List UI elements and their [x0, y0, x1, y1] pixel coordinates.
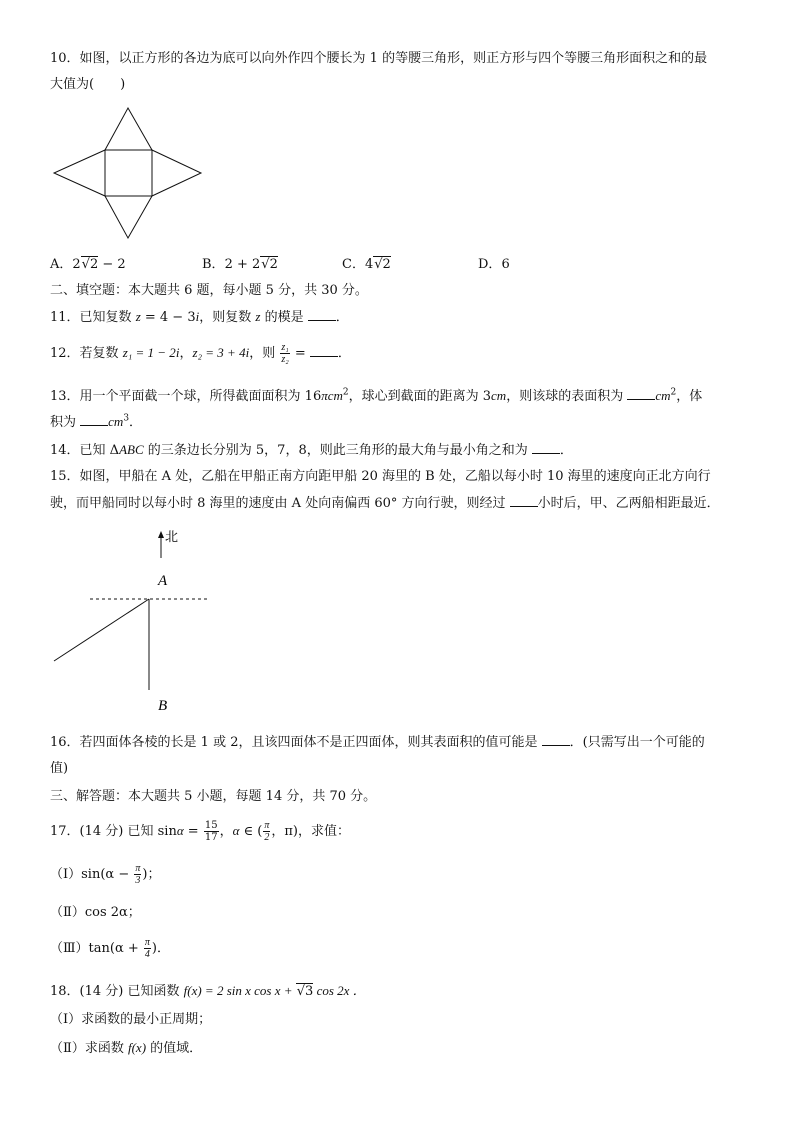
- q10-option-a: A．2√2 − 2: [50, 257, 126, 272]
- q12: 12．若复数 z₁ = 1 − 2i，z₂ = 3 + 4i，则 $\frac{\text{z₁}}{\text{z₂}}$ = ．: [50, 342, 351, 365]
- q10-figure: [50, 104, 205, 244]
- q11: 11．已知复数 z = 4 − 3i，则复数 z 的模是 ．: [50, 309, 349, 325]
- point-b-label: B: [158, 698, 168, 714]
- triangle-bottom: [105, 196, 152, 238]
- answer-blank: [80, 413, 108, 426]
- north-label: 北: [165, 529, 179, 544]
- q15-line1: 15．如图，甲船在 A 处，乙船在甲船正南方向距甲船 20 海里的 B 处，乙船以每小时 10 海里的速度向正北方向行: [50, 469, 711, 484]
- q15-line2: 驶，而甲船同时以每小时 8 海里的速度由 A 处向南偏西 60° 方向行驶，则经过 小时后，甲、乙两船相距最近．: [50, 496, 720, 511]
- q10-option-b: B．2 + 2√2: [202, 257, 278, 272]
- q10-option-c: C．4√2: [342, 257, 391, 272]
- answer-blank: [310, 344, 338, 357]
- section3-heading: 三、解答题：本大题共 5 小题，每题 14 分，共 70 分。: [50, 789, 377, 804]
- fraction: $\frac{\pi}{4}$: [144, 937, 150, 960]
- q14: 14．已知 ΔABC 的三条边长分别为 5，7，8，则此三角形的最大角与最小角之和为 ．: [50, 442, 573, 458]
- fraction: $\frac{\text{z₁}}{\text{z₂}}$: [281, 342, 289, 365]
- q17-part2: （Ⅱ）cos 2α；: [50, 905, 141, 920]
- q15-figure: [50, 525, 220, 720]
- fraction: $\frac{\pi}{3}$: [135, 863, 141, 886]
- q10-line2: 大值为( ): [50, 77, 126, 92]
- north-arrow-icon: [158, 531, 164, 538]
- square: [105, 150, 152, 196]
- q18-part2: （Ⅱ）求函数 f(x) 的值域．: [50, 1040, 203, 1056]
- q18-part1: （Ⅰ）求函数的最小正周期；: [50, 1012, 212, 1027]
- q17-stem: 17．(14 分) 已知 sinα = $\frac{15}{17}$ ，α ∈ ( $\frac{\pi}{2}$ ，π)，求值：: [50, 820, 351, 843]
- q10-line1: 10．如图，以正方形的各边为底可以向外作四个腰长为 1 的等腰三角形，则正方形与四个等腰三角形面积之和的最: [50, 51, 708, 66]
- q17-part1: （Ⅰ）sin(α − $\frac{\pi}{3}$ )；: [50, 863, 161, 886]
- q16-line2: 值): [50, 761, 69, 776]
- q10-option-d: D．6: [478, 257, 510, 272]
- fraction: $\frac{15}{17}$: [204, 820, 218, 843]
- line-southwest: [54, 599, 149, 661]
- triangle-left: [54, 150, 105, 196]
- answer-blank: [542, 733, 570, 746]
- section2-heading: 二、填空题：本大题共 6 题，每小题 5 分，共 30 分。: [50, 283, 368, 298]
- fraction: $\frac{\pi}{2}$: [264, 820, 270, 843]
- q18-stem: 18．(14 分) 已知函数 f(x) = 2 sin x cos x + √3 cos 2x ．: [50, 983, 366, 999]
- q17-part3: （Ⅲ）tan(α + $\frac{\pi}{4}$ )．: [50, 937, 170, 960]
- q16-line1: 16．若四面体各棱的长是 1 或 2，且该四面体不是正四面体，则其表面积的值可能是 ．(只需写出一个可能的: [50, 735, 705, 750]
- triangle-top: [105, 108, 152, 150]
- q13-line1: 13．用一个平面截一个球，所得截面面积为 16πcm$^2$，球心到截面的距离为 3cm，则该球的表面积为 $cm^2$，体: [50, 387, 703, 404]
- point-a-label: A: [158, 573, 168, 589]
- answer-blank: [510, 494, 538, 507]
- triangle-right: [152, 150, 201, 196]
- answer-blank: [532, 441, 560, 454]
- answer-blank: [627, 387, 655, 400]
- answer-blank: [308, 308, 336, 321]
- q13-line2: 积为 $cm^3$．: [50, 413, 143, 430]
